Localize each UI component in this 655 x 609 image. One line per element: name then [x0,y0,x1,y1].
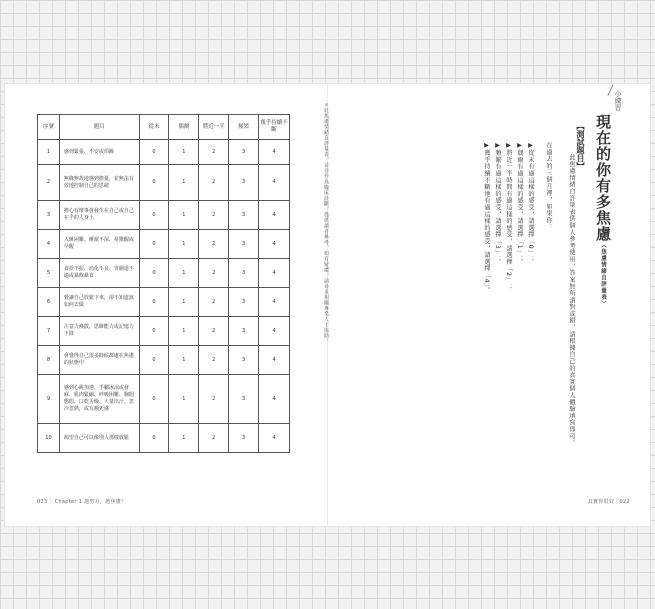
score-cell: 3 [229,165,259,201]
score-cell: 1 [169,288,199,317]
table-row [38,317,290,346]
score-cell: 2 [199,424,229,453]
score-cell: 0 [139,346,169,375]
table-row [38,375,290,424]
score-cell: 2 [199,288,229,317]
score-cell: 0 [139,288,169,317]
page-title-text: 現在的你有多焦慮 [594,114,612,242]
score-cell: 2 [199,259,229,288]
option-4: ▶幾乎持續不斷地有過這樣的感受，請選擇「4」。 [483,142,490,294]
row-item: 會覺得自己很多時候都處在焦慮的狀態中 [59,346,139,375]
table-row [38,259,290,288]
score-cell: 1 [169,165,199,201]
score-cell: 0 [139,259,169,288]
row-no: 5 [38,259,60,288]
table-row [38,288,290,317]
footer-left: 023｜ Chapter 1 越努力，越焦慮？ [37,499,127,505]
score-cell: 4 [259,288,290,317]
row-no: 4 [38,230,60,259]
score-cell: 2 [199,165,229,201]
score-cell: 3 [229,375,259,424]
section-heading: 【測試題目】 [576,122,585,170]
table-row [38,165,290,201]
score-cell: 0 [139,140,169,165]
score-cell: 2 [199,230,229,259]
row-item: 渴望自己可以像別人那樣放鬆 [59,424,139,453]
row-no: 6 [38,288,60,317]
score-cell: 1 [169,259,199,288]
score-cell: 1 [169,230,199,259]
score-cell: 3 [229,201,259,230]
score-cell: 1 [169,424,199,453]
row-no: 1 [38,140,60,165]
table-row [38,230,290,259]
header-constant: 幾乎持續不斷 [259,115,290,140]
row-no: 3 [38,201,60,230]
row-no: 10 [38,424,60,453]
table-header-row [38,115,290,140]
header-never: 從未 [139,115,169,140]
score-cell: 3 [229,346,259,375]
score-cell: 3 [229,259,259,288]
exercise-tag: 小練習 [614,90,622,111]
score-cell: 4 [259,424,290,453]
row-no: 8 [38,346,60,375]
score-cell: 2 [199,201,229,230]
score-cell: 4 [259,140,290,165]
page-title [593,114,614,324]
disclaimer-note: ＊此焦慮情緒自評量表，並非作為臨床診斷，僅供讀者參考，如有疑慮，請尋求相關專業人士協助。 [323,102,329,344]
score-cell: 4 [259,201,290,230]
row-item: 擔心有壞事會發生在自己或自己在乎的人身上 [59,201,139,230]
table-row [38,346,290,375]
score-cell: 0 [139,201,169,230]
score-cell: 0 [139,165,169,201]
header-occasionally: 偶爾 [169,115,199,140]
option-2: ▶將近一半時間有過這樣的感受，請選擇「2」； [505,142,512,291]
anxiety-scale-table [37,114,290,453]
score-cell: 2 [199,140,229,165]
score-cell: 0 [139,424,169,453]
table-row [38,201,290,230]
score-cell: 0 [139,230,169,259]
row-item: 無緣無故地感到擔憂，並無法有效地控制自己的思緒 [59,165,139,201]
row-item: 感到心跳加速、手腳冰涼或發麻、肌肉緊繃、呼吸困難、胸悶憋悶、口乾舌燥、大量出汗、忽冷忽熱，或有瀕死感 [59,375,139,424]
header-half: 將近一半 [199,115,229,140]
row-no: 7 [38,317,60,346]
score-cell: 4 [259,317,290,346]
score-cell: 2 [199,317,229,346]
header-no: 序號 [38,115,60,140]
score-cell: 3 [229,317,259,346]
score-cell: 4 [259,375,290,424]
row-no: 2 [38,165,60,201]
row-item: 覺讓自己放鬆下來，卻不知道該如何去做 [59,288,139,317]
score-cell: 1 [169,201,199,230]
intro-text: 此焦慮情緒自評量表供個人參考使用，答案無所謂對或錯，請根據自己的真實個人體驗填寫即可。 [568,154,575,447]
score-cell: 4 [259,165,290,201]
row-item: 入睡困難、睡眠不深、易驚醒或早醒 [59,230,139,259]
row-item: 感到緊張、不安或煩躁 [59,140,139,165]
header-item: 題目 [59,115,139,140]
score-cell: 0 [139,375,169,424]
score-cell: 3 [229,424,259,453]
score-cell: 2 [199,375,229,424]
page-title-note: （焦慮情緒自評量表） [600,242,606,307]
row-item: 注意力渙散，思維能力或記憶力下降 [59,317,139,346]
score-cell: 3 [229,230,259,259]
table-row [38,140,290,165]
option-3: ▶頻繁有過這樣的感受，請選擇「3」； [494,142,501,263]
score-cell: 0 [139,317,169,346]
score-cell: 3 [229,140,259,165]
score-cell: 1 [169,317,199,346]
score-cell: 2 [199,346,229,375]
score-cell: 4 [259,346,290,375]
row-no: 9 [38,375,60,424]
book-spread [5,84,650,526]
instruction-text: 在過去的三個月裡，如果你： [545,142,552,231]
score-cell: 1 [169,140,199,165]
option-0: ▶從未有過這樣的感受，請選擇「0」； [527,142,534,263]
option-1: ▶偶爾有過這樣的感受，請選擇「1」； [516,142,523,263]
table-row [38,424,290,453]
header-frequent: 頻繁 [229,115,259,140]
score-cell: 3 [229,288,259,317]
score-cell: 1 [169,375,199,424]
row-item: 食欲不振、消化不良、胃腸道不適或暴飲暴食 [59,259,139,288]
footer-right: 其實你很好｜022 [587,499,630,505]
score-cell: 1 [169,346,199,375]
score-cell: 4 [259,259,290,288]
score-cell: 4 [259,230,290,259]
